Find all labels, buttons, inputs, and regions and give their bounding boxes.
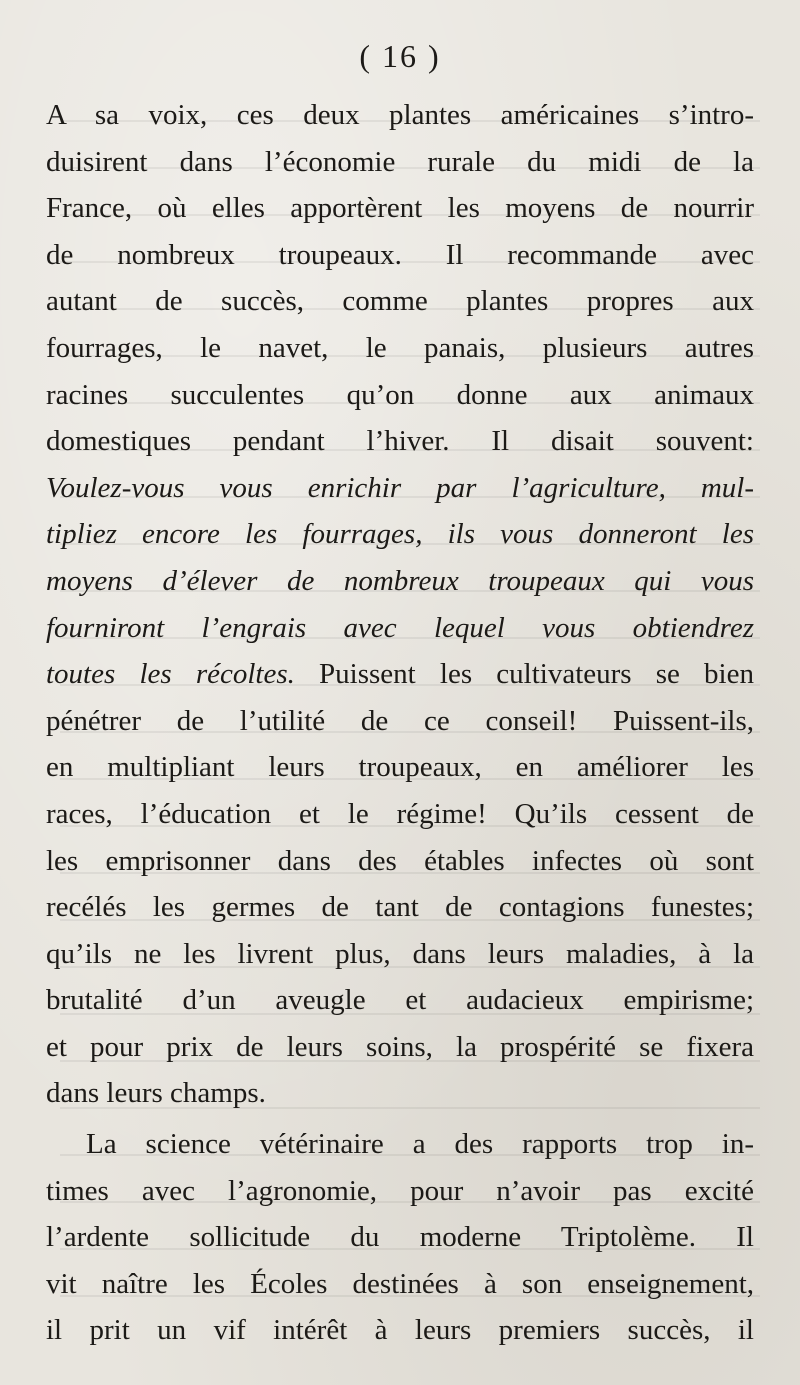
text-line [46,884,754,931]
text-run: pénétrer de l’utilité de ce conseil! Puissent-ils, [46,704,754,737]
text-run: races, l’éducation et le régime! Qu’ils cessent de [46,797,754,830]
text-run: il prit un vif intérêt à leurs premiers succès, il [46,1314,754,1347]
text-line [46,1024,754,1071]
italic-text-run: fourniront l’engrais avec lequel vous obtiendrez [46,611,754,644]
body-text [46,92,754,1354]
text-run: qu’ils ne les livrent plus, dans leurs maladies, à la [46,937,754,970]
text-run: et pour prix de leurs soins, la prospérité se fixera [46,1030,754,1063]
text-line [46,558,754,605]
text-line [46,1070,754,1117]
italic-text-run: Voulez-vous vous enrichir par l’agriculture, mul- [46,471,754,504]
text-line [46,185,754,232]
text-run: dans leurs champs. [46,1077,266,1110]
text-line [46,791,754,838]
text-run: Puissent les cultivateurs se bien [294,658,754,691]
text-line [46,605,754,652]
text-run: en multipliant leurs troupeaux, en améliorer les [46,751,754,784]
page-number: ( 16 ) [359,38,441,74]
text-line [46,1168,754,1215]
text-run: autant de succès, comme plantes propres aux [46,285,754,318]
text-run: l’ardente sollicitude du moderne Triptolème. Il [46,1221,754,1254]
text-line [46,1307,754,1354]
text-line [46,931,754,978]
text-line [46,232,754,279]
text-run: times avec l’agronomie, pour n’avoir pas excité [46,1174,754,1207]
text-line [46,372,754,419]
text-line [46,418,754,465]
text-line [46,278,754,325]
text-run: A sa voix, ces deux plantes américaines s’intro- [46,99,754,131]
text-line [46,92,754,139]
text-run: brutalité d’un aveugle et audacieux empirisme; [46,984,754,1017]
italic-text-run: toutes les récoltes. [46,658,295,691]
italic-text-run: moyens d’élever de nombreux troupeaux qui vous [46,564,754,597]
text-line [46,511,754,558]
text-run: racines succulentes qu’on donne aux animaux [46,378,754,411]
text-line [46,977,754,1024]
text-run: recélés les germes de tant de contagions funestes; [46,891,754,924]
text-line [46,1261,754,1308]
text-run: vit naître les Écoles destinées à son enseignement, [46,1267,754,1300]
text-run: duisirent dans l’économie rurale du midi de la [46,145,754,178]
text-line [46,651,754,698]
text-line [46,1121,754,1168]
text-line [46,744,754,791]
text-run: les emprisonner dans des étables infectes où sont [46,844,754,877]
text-line [46,325,754,372]
text-line [46,698,754,745]
italic-text-run: tipliez encore les fourrages, ils vous donneront les [46,518,754,551]
text-run: de nombreux troupeaux. Il recommande avec [46,238,754,271]
text-line [46,139,754,186]
text-line [46,1214,754,1261]
text-line [46,838,754,885]
text-run: La science vétérinaire a des rapports trop in- [86,1128,754,1161]
text-line [46,465,754,512]
text-run: domestiques pendant l’hiver. Il disait souvent: [46,425,754,458]
text-run: fourrages, le navet, le panais, plusieurs autres [46,331,754,364]
text-run: France, où elles apportèrent les moyens de nourrir [46,192,754,225]
